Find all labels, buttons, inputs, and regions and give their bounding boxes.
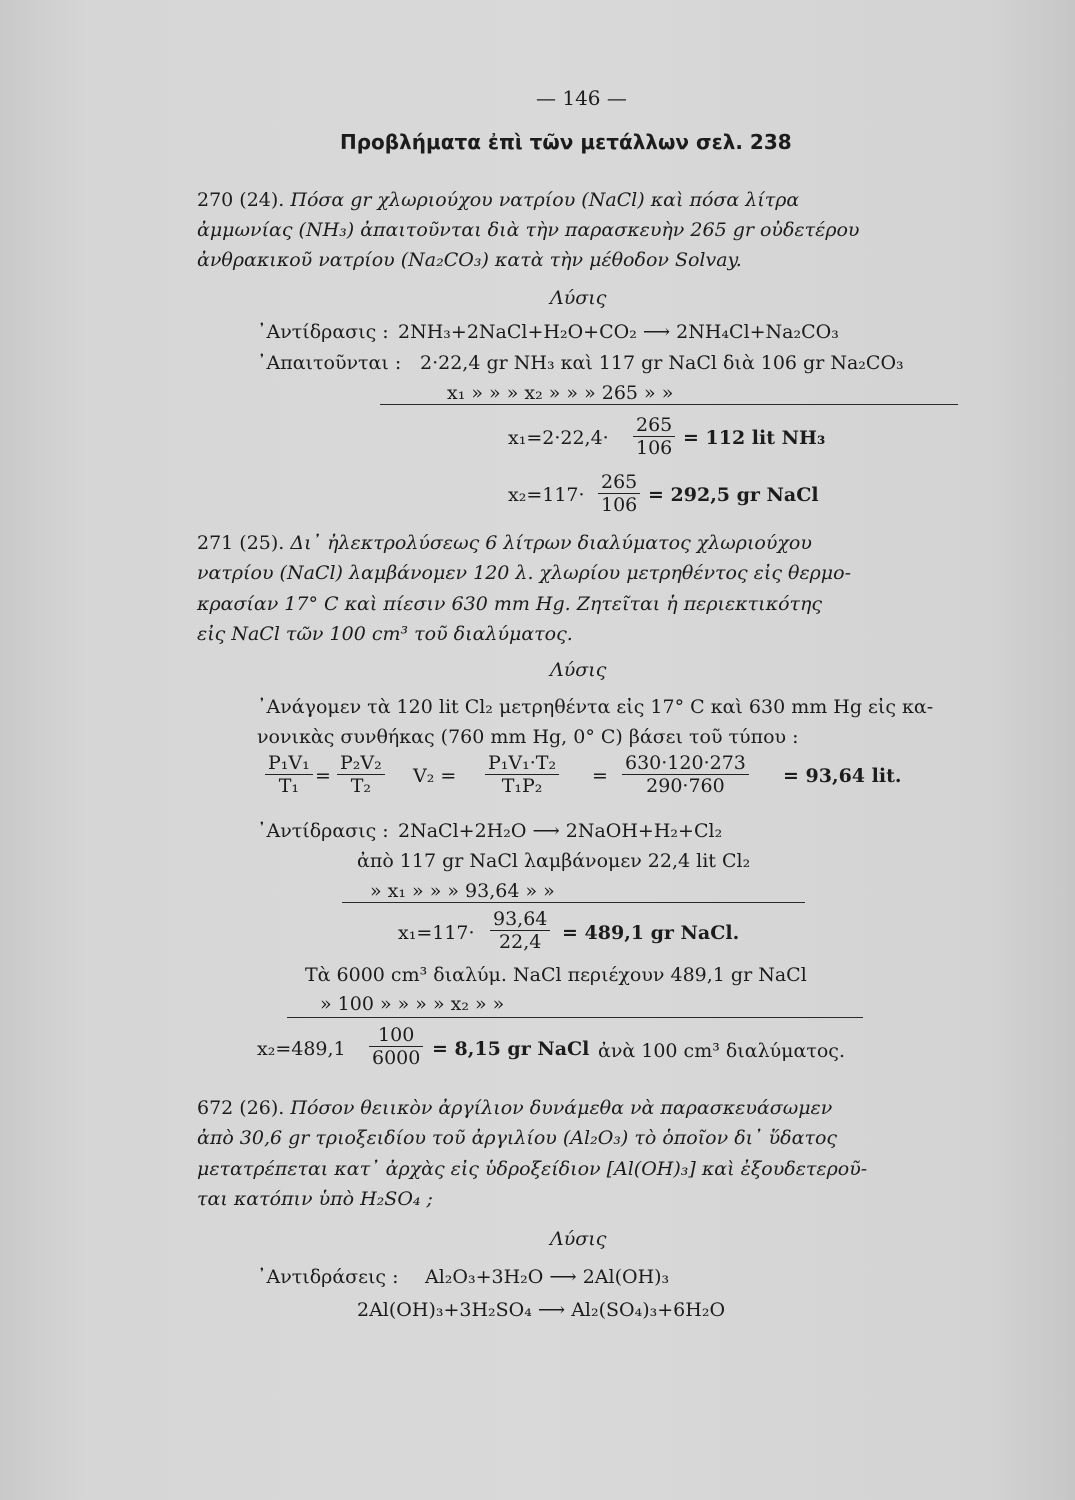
reactions-label: ᾿Αντιδράσεις : xyxy=(257,1266,399,1288)
problem-270-statement-line-3: ἀνθρακικοῦ νατρίου (Na₂CO₃) κατὰ τὴν μέθοδον Solvay. xyxy=(197,249,742,271)
result-292-gr: = 292,5 gr NaCl xyxy=(648,484,819,506)
problem-270-statement-line-2: ἀμμωνίας (NH₃) ἀπαιτοῦνται διὰ τὴν παρασκευὴν 265 gr οὐδετέρου xyxy=(197,219,860,241)
denominator: 106 xyxy=(601,494,638,516)
v2-numeric-fraction xyxy=(622,752,749,797)
denominator: 290·760 xyxy=(646,775,725,797)
equals-sign: = xyxy=(592,765,608,787)
denominator: T₂ xyxy=(350,775,372,797)
equation-x2-lhs: x₂=489,1 xyxy=(257,1038,346,1060)
reaction-equation-2: 2Al(OH)₃+3H₂SO₄ ⟶ Al₂(SO₄)₃+6H₂O xyxy=(357,1299,726,1321)
reaction-equation: 2NaCl+2H₂O ⟶ 2NaOH+H₂+Cl₂ xyxy=(398,820,723,842)
problem-672-statement-line-4: ται κατόπιν ὑπὸ H₂SO₄ ; xyxy=(197,1188,433,1210)
fraction-100-6000 xyxy=(369,1024,423,1069)
numerator: P₂V₂ xyxy=(337,752,385,775)
divider-line xyxy=(342,902,805,903)
numerator: 93,64 xyxy=(490,908,550,931)
equation-x2-lhs: x₂=117· xyxy=(508,484,585,506)
problem-text: Δι᾿ ἠλεκτρολύσεως 6 λίτρων διαλύματος χλωριούχου xyxy=(290,532,812,554)
reaction-label: ᾿Αντίδρασις : xyxy=(257,820,389,842)
fraction-265-106 xyxy=(598,471,640,516)
problem-270-statement-line-1 xyxy=(197,188,799,212)
equals-sign: = xyxy=(315,765,331,787)
contain-row: Τὰ 6000 cm³ διαλύμ. NaCl περιέχουν 489,1 gr NaCl xyxy=(305,964,807,986)
page-number: — 146 — xyxy=(536,86,627,110)
problem-number: 270 (24). xyxy=(197,189,285,211)
reaction-equation-1: Al₂O₃+3H₂O ⟶ 2Al(OH)₃ xyxy=(425,1266,670,1288)
problem-672-statement-line-1 xyxy=(197,1096,832,1120)
result-112-lit: = 112 lit NH₃ xyxy=(683,427,826,449)
equation-x1-lhs: x₁=2·22,4· xyxy=(508,427,609,449)
numerator: P₁V₁·T₂ xyxy=(485,752,559,775)
solution-text-line-2: νονικὰς συνθήκας (760 mm Hg, 0° C) βάσει τοῦ τύπου : xyxy=(257,726,799,748)
problem-271-statement-line-3: κρασίαν 17° C καὶ πίεσιν 630 mm Hg. Ζητεῖται ἡ περιεκτικότης xyxy=(197,593,823,615)
proportion-row: x₁ » » » x₂ » » » 265 » » xyxy=(447,382,674,404)
solution-heading: Λύσις xyxy=(550,287,607,309)
denominator: 6000 xyxy=(372,1047,421,1069)
problem-672-statement-line-3: μετατρέπεται κατ᾿ ἀρχὰς εἰς ὑδροξείδιον [Al(OH)₃] καὶ ἐξουδετεροῦ- xyxy=(197,1158,868,1180)
v2-label: V₂ = xyxy=(413,765,457,787)
requires-quantities: 2·22,4 gr NH₃ καὶ 117 gr NaCl διὰ 106 gr Na₂CO₃ xyxy=(420,352,904,374)
gas-law-left-fraction xyxy=(265,752,313,797)
from-quantities-row: ἀπὸ 117 gr NaCl λαμβάνομεν 22,4 lit Cl₂ xyxy=(357,850,751,872)
numerator: 100 xyxy=(369,1024,423,1047)
result-8-15-gr: = 8,15 gr NaCl xyxy=(432,1038,590,1060)
solution-heading: Λύσις xyxy=(550,1228,607,1250)
divider-line xyxy=(287,1017,863,1018)
denominator: T₁ xyxy=(278,775,300,797)
result-489-1-gr: = 489,1 gr NaCl. xyxy=(562,922,740,944)
proportion-row: » x₁ » » » 93,64 » » xyxy=(370,880,555,902)
problem-271-statement-line-4: εἰς NaCl τῶν 100 cm³ τοῦ διαλύματος. xyxy=(197,623,573,645)
problem-text: Πόσα gr χλωριούχου νατρίου (NaCl) καὶ πόσα λίτρα xyxy=(290,189,800,211)
proportion-row: » 100 » » » » x₂ » » xyxy=(320,993,505,1015)
numerator: P₁V₁ xyxy=(265,752,313,775)
reaction-label: ᾿Αντίδρασις : xyxy=(257,321,389,343)
solution-heading: Λύσις xyxy=(550,659,607,681)
requires-label: ᾿Απαιτοῦνται : xyxy=(257,352,402,374)
solution-text-line-1: ᾿Ανάγομεν τὰ 120 lit Cl₂ μετρηθέντα εἰς 17° C καὶ 630 mm Hg εἰς κα- xyxy=(257,696,934,718)
equation-x1-lhs: x₁=117· xyxy=(398,922,475,944)
denominator: T₁P₂ xyxy=(501,775,543,797)
reaction-equation: 2NH₃+2NaCl+H₂O+CO₂ ⟶ 2NH₄Cl+Na₂CO₃ xyxy=(398,321,839,343)
denominator: 22,4 xyxy=(499,931,542,953)
v2-formula-fraction xyxy=(485,752,559,797)
numerator: 265 xyxy=(598,471,640,494)
fraction-265-106 xyxy=(633,414,675,459)
fraction-93-64-22-4 xyxy=(490,908,550,953)
problem-271-statement-line-1 xyxy=(197,531,812,555)
problem-number: 672 (26). xyxy=(197,1097,285,1119)
numerator: 265 xyxy=(633,414,675,437)
problem-number: 271 (25). xyxy=(197,532,285,554)
divider-line xyxy=(380,404,958,405)
problem-271-statement-line-2: νατρίου (NaCl) λαμβάνομεν 120 λ. χλωρίου μετρηθέντος εἰς θερμο- xyxy=(197,562,852,584)
section-title: Προβλήματα ἐπὶ τῶν μετάλλων σελ. 238 xyxy=(340,130,792,154)
result-tail: ἀνὰ 100 cm³ διαλύματος. xyxy=(598,1040,845,1062)
denominator: 106 xyxy=(636,437,673,459)
result-93-64-lit: = 93,64 lit. xyxy=(783,765,902,787)
numerator: 630·120·273 xyxy=(622,752,749,775)
problem-text: Πόσον θειικὸν ἀργίλιον δυνάμεθα νὰ παρασκευάσωμεν xyxy=(290,1097,833,1119)
problem-672-statement-line-2: ἀπὸ 30,6 gr τριοξειδίου τοῦ ἀργιλίου (Al₂O₃) τὸ ὁποῖον δι᾿ ὕδατος xyxy=(197,1127,838,1149)
gas-law-right-fraction xyxy=(337,752,385,797)
